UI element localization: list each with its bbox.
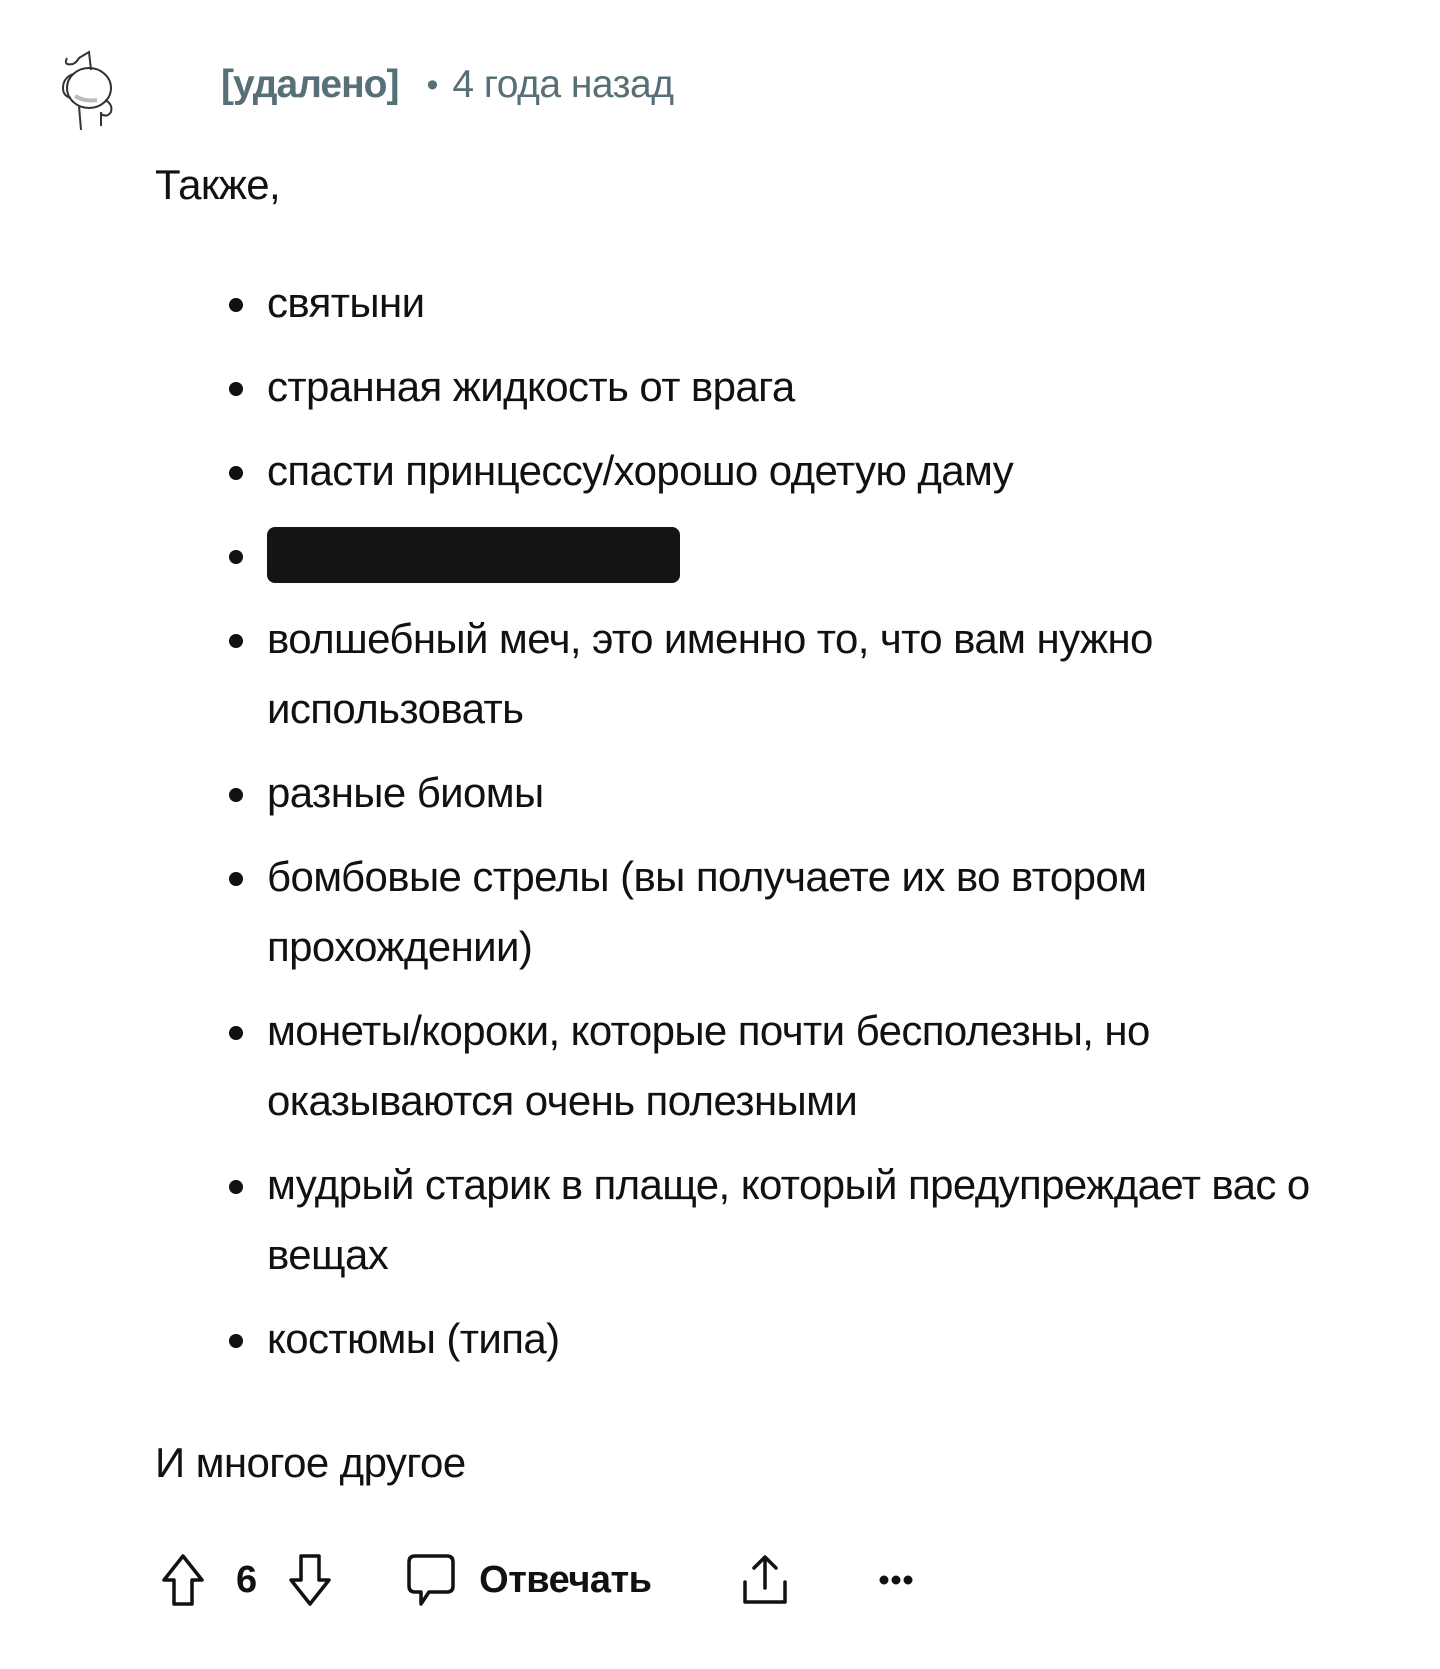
bullet-icon: [229, 872, 243, 886]
meta-separator: •: [426, 65, 439, 104]
list-item-text: странная жидкость от врага: [267, 363, 795, 410]
list-item: [267, 842, 1405, 982]
bullet-icon: [229, 382, 243, 396]
list-item-text: разные биомы: [267, 769, 544, 816]
share-button[interactable]: [740, 1552, 790, 1608]
deleted-user-avatar-icon: [55, 40, 125, 130]
comment-header: [55, 40, 674, 130]
reply-label: Отвечать: [479, 1558, 652, 1601]
bullet-icon: [229, 1180, 243, 1194]
more-options-button[interactable]: [878, 1573, 914, 1587]
list-item: [267, 520, 1405, 590]
comment-author[interactable]: [удалено]: [221, 63, 399, 106]
list-item-text: святыни: [267, 279, 425, 326]
bullet-icon: [229, 1334, 243, 1348]
bullet-icon: [229, 550, 243, 564]
bullet-icon: [229, 466, 243, 480]
arrow-up-outline-icon: [164, 1556, 202, 1604]
speech-bubble-icon: [405, 1552, 457, 1608]
arrow-down-outline-icon: [291, 1556, 329, 1604]
share-upload-icon: [745, 1557, 785, 1602]
list-item: [267, 436, 1405, 506]
comment-outro: И многое другое: [155, 1439, 466, 1486]
bullet-icon: [229, 634, 243, 648]
more-horizontal-icon: [879, 1576, 912, 1585]
comment-list: [155, 268, 1405, 1374]
bullet-icon: [229, 298, 243, 312]
list-item: [267, 268, 1405, 338]
bullet-icon: [229, 1026, 243, 1040]
comment-intro: Также,: [155, 161, 281, 208]
list-item: [267, 604, 1405, 744]
vote-count: 6: [236, 1558, 258, 1601]
list-item-text: спасти принцессу/хорошо одетую даму: [267, 447, 1014, 494]
list-item-text: волшебный меч, это именно то, что вам нужно использовать: [267, 615, 1153, 732]
reply-button[interactable]: [405, 1552, 651, 1608]
list-item-text: костюмы (типа): [267, 1315, 560, 1362]
list-item-text: бомбовые стрелы (вы получаете их во втором прохождении): [267, 853, 1147, 970]
list-item: [267, 758, 1405, 828]
list-item: [267, 352, 1405, 422]
upvote-button[interactable]: [160, 1552, 206, 1608]
redacted-block: [267, 527, 680, 583]
comment-body: [155, 150, 1405, 1498]
list-item: [267, 996, 1405, 1136]
list-item-text: монеты/короки, которые почти бесполезны, но оказываются очень полезными: [267, 1007, 1150, 1124]
comment-timestamp[interactable]: 4 года назад: [452, 63, 674, 106]
bullet-icon: [229, 788, 243, 802]
comment-action-bar: [160, 1545, 914, 1615]
downvote-button[interactable]: [287, 1552, 333, 1608]
list-item-text: мудрый старик в плаще, который предупреждает вас о вещах: [267, 1161, 1310, 1278]
list-item: [267, 1150, 1405, 1290]
list-item: [267, 1304, 1405, 1374]
